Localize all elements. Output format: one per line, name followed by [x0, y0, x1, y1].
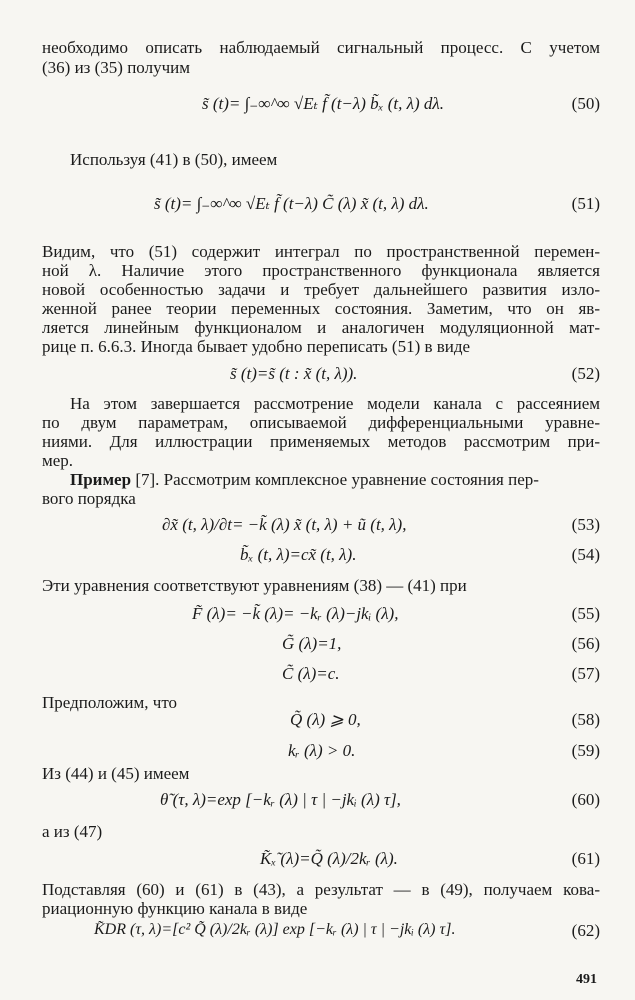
equation-formula: b̃ₓ (t, λ)=cx̃ (t, λ). [240, 545, 357, 564]
example-line [70, 470, 600, 490]
equation-formula: Q̃ (λ) ⩾ 0, [290, 710, 361, 729]
equation-formula: kᵣ (λ) > 0. [288, 741, 356, 760]
text-line: ной λ. Наличие этого пространственного функционала является [42, 261, 600, 280]
text-line: риационную функцию канала в виде [42, 899, 308, 918]
text-line: Подставляя (60) и (61) в (43), а результат — в (49), получаем кова- [42, 880, 600, 899]
equation-formula: s̃ (t)= ∫₋∞^∞ √Eₜ f̃ (t−λ) b̃ₓ (t, λ) dλ. [202, 94, 445, 113]
equation-number: (60) [571, 790, 600, 809]
equation-62 [42, 917, 600, 947]
equation-formula: K̃DR (τ, λ)=[c² Q̃ (λ)/2kᵣ (λ)] exp [−kᵣ (λ) | τ | −jkᵢ (λ) τ]. [94, 921, 456, 938]
equation-formula: F̃ (λ)= −k̃ (λ)= −kᵣ (λ)−jkᵢ (λ), [192, 604, 399, 623]
text-line: (36) из (35) получим [42, 58, 190, 77]
equation-formula: s̃ (t)= ∫₋∞^∞ √Eₜ f̃ (t−λ) C̃ (λ) x̃ (t, λ) dλ. [154, 194, 429, 213]
text-line: мер. [42, 451, 74, 470]
equation-formula: G̃ (λ)=1, [282, 634, 342, 653]
equation-54 [42, 541, 600, 571]
equation-number: (58) [571, 710, 600, 729]
equation-51 [42, 190, 600, 220]
text-line: женной ранее теории переменных состояния. Заметим, что он яв- [42, 299, 600, 318]
equation-number: (55) [571, 604, 600, 623]
equation-number: (59) [571, 741, 600, 760]
equation-55 [42, 600, 600, 630]
equation-formula: C̃ (λ)=c. [282, 664, 340, 683]
text-line: Из (44) и (45) имеем [42, 764, 190, 783]
page-number: 491 [576, 972, 597, 987]
equation-60 [42, 786, 600, 816]
equation-57 [42, 660, 600, 690]
equation-number: (61) [571, 849, 600, 868]
text-line: новой особенностью задачи и требует дальнейшего развития изло- [42, 280, 600, 299]
equation-61 [42, 845, 600, 875]
equation-formula: ∂x̃ (t, λ)/∂t= −k̃ (λ) x̃ (t, λ) + ũ (t, λ), [162, 515, 407, 534]
text-line: На этом завершается рассмотрение модели канала с рассеянием [70, 394, 600, 413]
equation-number: (51) [571, 194, 600, 213]
text-line: Видим, что (51) содержит интеграл по пространственной перемен- [42, 242, 600, 261]
equation-59 [42, 737, 600, 767]
text-line: ляется линейным функционалом и аналогичен модуляционной мат- [42, 318, 600, 337]
equation-number: (53) [571, 515, 600, 534]
equation-formula: θ̃ (τ, λ)=exp [−kᵣ (λ) | τ | −jkᵢ (λ) τ], [160, 790, 401, 809]
text-line: вого порядка [42, 489, 136, 508]
equation-number: (57) [571, 664, 600, 683]
text-line: Используя (41) в (50), имеем [70, 150, 278, 169]
equation-56 [42, 630, 600, 660]
example-label: Пример [70, 470, 132, 489]
equation-number: (56) [571, 634, 600, 653]
equation-formula: s̃ (t)=s̃ (t : x̃ (t, λ)). [230, 364, 358, 383]
text-line: ниями. Для иллюстрации применяемых методов рассмотрим при- [42, 432, 600, 451]
example-text: [7]. Рассмотрим комплексное уравнение состояния пер- [131, 470, 539, 489]
equation-formula: K̃ₓ̃ (λ)=Q̃ (λ)/2kᵣ (λ). [260, 849, 398, 868]
text-line: по двум параметрам, описываемой дифференциальными уравне- [42, 413, 600, 432]
equation-58 [42, 706, 600, 736]
equation-number: (62) [571, 921, 600, 940]
equation-number: (52) [571, 364, 600, 383]
text-line: рице п. 6.6.3. Иногда бывает удобно переписать (51) в виде [42, 337, 471, 356]
equation-52 [42, 360, 600, 390]
text-line: Эти уравнения соответствуют уравнениям (38) — (41) при [42, 576, 467, 595]
equation-50 [42, 90, 600, 120]
equation-number: (50) [571, 94, 600, 113]
equation-53 [42, 511, 600, 541]
equation-number: (54) [571, 545, 600, 564]
text-line: а из (47) [42, 822, 103, 841]
text-line: Предположим, что [42, 693, 178, 712]
text-line: необходимо описать наблюдаемый сигнальный процесс. С учетом [42, 38, 600, 57]
